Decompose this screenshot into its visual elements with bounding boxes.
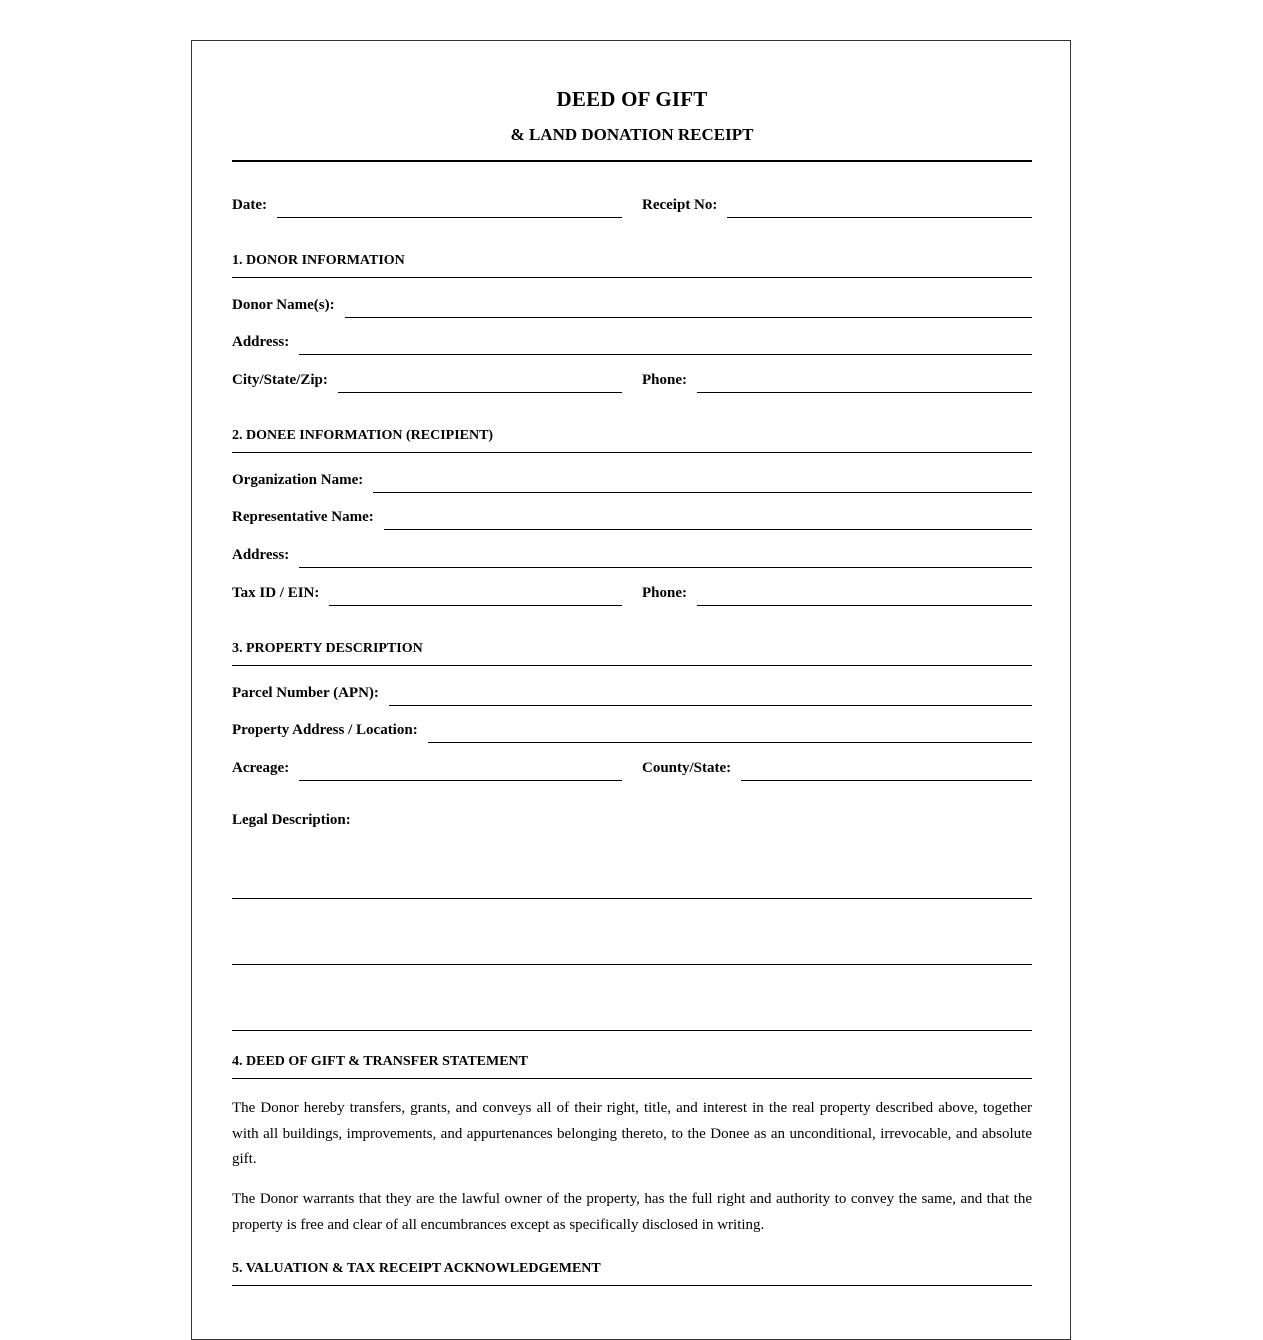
- donee-address-input-line[interactable]: [299, 545, 1032, 568]
- representative-name-field[interactable]: [232, 506, 1032, 530]
- donor-address-input-line[interactable]: [299, 332, 1032, 355]
- date-input-line[interactable]: [277, 195, 622, 218]
- parcel-row: [232, 682, 1032, 706]
- receipt-number-input-line[interactable]: [727, 195, 1032, 218]
- organization-name-input-line[interactable]: [373, 470, 1032, 493]
- document-title: DEED OF GIFT: [556, 87, 708, 111]
- donee-phone-field[interactable]: [642, 582, 1032, 606]
- county-state-field[interactable]: [642, 757, 1032, 781]
- donor-name-row: [232, 294, 1032, 318]
- document-subtitle: & LAND DONATION RECEIPT: [510, 125, 754, 144]
- donor-city-field[interactable]: [232, 369, 622, 393]
- receipt-number-field[interactable]: [642, 194, 1032, 218]
- legal-description-line-3[interactable]: [232, 1030, 1032, 1031]
- donor-name-field[interactable]: [232, 294, 1032, 318]
- donor-section-heading: 1. DONOR INFORMATION: [232, 252, 1032, 278]
- donee-address-row: [232, 544, 1032, 568]
- donee-org-row: [232, 469, 1032, 493]
- donee-section-heading: 2. DONEE INFORMATION (RECIPIENT): [232, 427, 1032, 453]
- donor-name-input-line[interactable]: [345, 295, 1032, 318]
- acreage-field[interactable]: [232, 757, 622, 781]
- donee-phone-label: Phone:: [642, 585, 687, 601]
- parcel-number-field[interactable]: [232, 682, 1032, 706]
- donor-address-field[interactable]: [232, 331, 1032, 355]
- transfer-paragraph-2: The Donor warrants that they are the lawful owner of the property, has the full right and authority to convey the same, and that the property is free and clear of all encumbrances except as specifically disclosed in writing.: [232, 1191, 1032, 1233]
- tax-id-input-line[interactable]: [329, 583, 622, 606]
- transfer-paragraph-1: The Donor hereby transfers, grants, and conveys all of their right, title, and interest in the real property described above, together with all buildings, improvements, and appurtenances belonging thereto, to the Donee as an unconditional, irrevocable, and absolute gift.: [232, 1100, 1032, 1167]
- donor-phone-input-line[interactable]: [697, 370, 1032, 393]
- date-receipt-row: [232, 194, 1032, 218]
- organization-name-field[interactable]: [232, 469, 1032, 493]
- title-divider: [232, 160, 1032, 162]
- tax-id-label: Tax ID / EIN:: [232, 585, 320, 601]
- donor-address-label: Address:: [232, 334, 290, 350]
- representative-name-label: Representative Name:: [232, 509, 374, 525]
- donor-phone-field[interactable]: [642, 369, 1032, 393]
- property-location-label: Property Address / Location:: [232, 722, 418, 738]
- representative-name-input-line[interactable]: [384, 507, 1032, 530]
- county-state-input-line[interactable]: [741, 758, 1032, 781]
- tax-id-field[interactable]: [232, 582, 622, 606]
- donor-phone-label: Phone:: [642, 372, 687, 388]
- property-section-heading: 3. PROPERTY DESCRIPTION: [232, 640, 1032, 666]
- legal-description-label: Legal Description:: [232, 812, 351, 828]
- valuation-section-heading: 5. VALUATION & TAX RECEIPT ACKNOWLEDGEMENT: [232, 1260, 1032, 1286]
- donee-phone-input-line[interactable]: [697, 583, 1032, 606]
- organization-name-label: Organization Name:: [232, 472, 364, 488]
- donee-rep-row: [232, 506, 1032, 530]
- donor-name-label: Donor Name(s):: [232, 297, 335, 313]
- legal-description-line-1[interactable]: [232, 898, 1032, 899]
- legal-description-line-2[interactable]: [232, 964, 1032, 965]
- acreage-input-line[interactable]: [299, 758, 622, 781]
- transfer-section-heading: 4. DEED OF GIFT & TRANSFER STATEMENT: [232, 1053, 1032, 1079]
- receipt-number-label: Receipt No:: [642, 197, 718, 213]
- donor-address-row: [232, 331, 1032, 355]
- document-page: [191, 40, 1071, 1340]
- donor-city-phone-row: [232, 369, 1032, 393]
- date-label: Date:: [232, 197, 267, 213]
- donee-tax-phone-row: [232, 582, 1032, 606]
- donee-address-field[interactable]: [232, 544, 1032, 568]
- donee-address-label: Address:: [232, 547, 290, 563]
- acreage-county-row: [232, 757, 1032, 781]
- acreage-label: Acreage:: [232, 760, 290, 776]
- donor-city-input-line[interactable]: [338, 370, 622, 393]
- county-state-label: County/State:: [642, 760, 732, 776]
- parcel-number-input-line[interactable]: [389, 683, 1032, 706]
- location-row: [232, 719, 1032, 743]
- property-location-input-line[interactable]: [428, 720, 1032, 743]
- property-location-field[interactable]: [232, 719, 1032, 743]
- donor-city-label: City/State/Zip:: [232, 372, 328, 388]
- date-field[interactable]: [232, 194, 622, 218]
- parcel-number-label: Parcel Number (APN):: [232, 685, 379, 701]
